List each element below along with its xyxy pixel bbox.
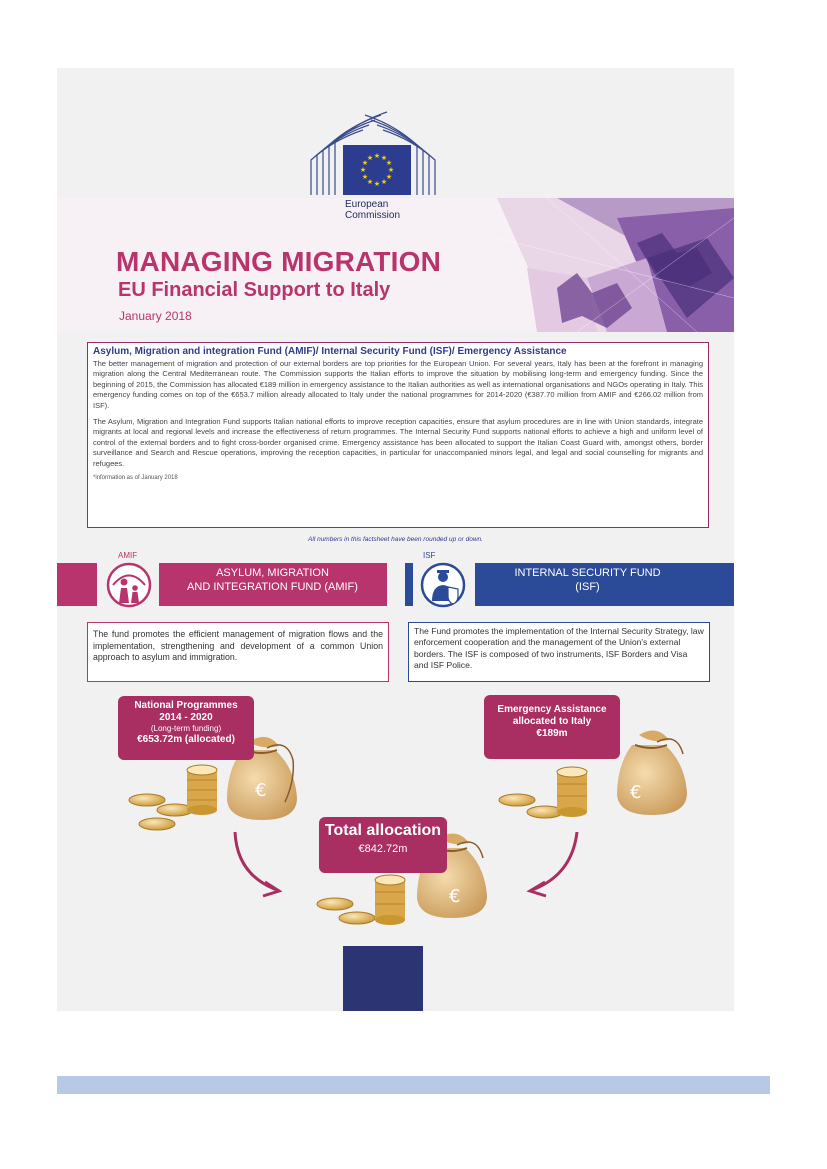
isf-description: The Fund promotes the implementation of the Internal Security Strategy, law enforcement cooperation and the management of the Union's external borders. The ISF is composed of two instruments, ISF Borders and Visa and ISF Police. <box>408 622 710 682</box>
right-bag-euro: € <box>630 782 642 803</box>
intro-footnote: *information as of January 2018 <box>93 475 178 482</box>
np-line3: (Long-term funding) <box>150 724 222 733</box>
page-subtitle: EU Financial Support to Italy <box>118 279 391 301</box>
footer-bar <box>57 1076 770 1094</box>
total-allocation-callout <box>319 817 447 873</box>
left-curved-arrow-icon <box>235 832 279 896</box>
emergency-assistance-callout <box>484 695 620 759</box>
ea-line1: Emergency Assistance <box>497 704 607 715</box>
ea-line3: €189m <box>536 728 568 739</box>
bottom-navy-block <box>343 946 423 1011</box>
np-line4: €653.72m (allocated) <box>137 734 235 745</box>
family-icon <box>104 561 154 609</box>
svg-text:★: ★ <box>380 178 388 186</box>
svg-text:★: ★ <box>359 166 367 174</box>
world-map-graphic <box>497 198 734 332</box>
svg-text:★: ★ <box>361 173 369 181</box>
svg-text:★: ★ <box>366 154 374 162</box>
amif-description: The fund promotes the efficient management of migration flows and the implementation, strengthening and development of a common Union approach to asylum and immigration. <box>87 622 389 682</box>
national-programmes-callout <box>118 696 254 760</box>
total-title: Total allocation <box>324 822 442 839</box>
np-line1: National Programmes <box>134 700 238 711</box>
svg-text:★: ★ <box>361 159 369 167</box>
police-shield-icon <box>418 561 468 609</box>
total-amount: €842.72m <box>358 843 408 855</box>
svg-text:★: ★ <box>373 152 381 160</box>
intro-box <box>87 342 709 528</box>
right-money-bag-icon <box>617 731 687 815</box>
intro-heading: Asylum, Migration and integration Fund (AMIF)/ Internal Security Fund (ISF)/ Emergency Assistance <box>93 346 567 357</box>
left-coins-icon <box>129 765 217 830</box>
svg-text:★: ★ <box>387 166 395 174</box>
amif-tag: AMIF <box>118 551 138 560</box>
right-curved-arrow-icon <box>530 832 577 896</box>
european-commission-logo <box>303 100 443 230</box>
svg-text:★: ★ <box>366 178 374 186</box>
svg-text:★: ★ <box>380 154 388 162</box>
publication-date: January 2018 <box>119 309 192 323</box>
center-coins-icon <box>317 875 405 925</box>
commission-logo-text: European Commission <box>345 199 401 221</box>
left-bag-euro: € <box>255 780 267 801</box>
ea-line2: allocated to Italy <box>512 716 592 727</box>
amif-band-label: ASYLUM, MIGRATION AND INTEGRATION FUND (AMIF) <box>187 567 358 593</box>
isf-tag: ISF <box>423 551 436 560</box>
center-bag-euro: € <box>449 886 461 907</box>
np-line2: 2014 - 2020 <box>159 712 213 723</box>
intro-paragraph-1: The better management of migration and protection of our external borders are top priorities for the European Union. For several years, Italy has been at the forefront in managing migration along the Central Mediterranean route. The Commission supports the Italian efforts to improve the situation by mobilising long-term and emergency funding. Since the beginning of 2015, the Commission has allocated €189 million in emergency assistance to the Italian authorities as well as international organisations and NGOs operating in Italy. This emergency funding comes on top of the €653.7 million already allocated to Italy under the national programmes for 2014-2020 (€387.70 million from AMIF and €266.02 million from ISF). <box>93 359 703 410</box>
right-coins-icon <box>499 767 587 818</box>
eu-flag-icon <box>343 145 411 195</box>
svg-text:★: ★ <box>373 180 381 188</box>
intro-paragraph-2: The Asylum, Migration and Integration Fund supports Italian national efforts to improve reception capacities, ensure that asylum procedures are in line with Union standards, integrate migrants at local and regional levels and increase the effectiveness of return programmes. The Internal Security Fund supports national efforts to achieve a high and uniform level of control of the external borders and to fight cross-border organised crime. Emergency assistance has been allocated to support the Italian Coast Guard with, amongst others, border surveillance and Search and Rescue operations, improving the reception capacities, in particular for unaccompanied minors legal, and legal and social counselling for migrants and refugees. <box>93 417 703 468</box>
rounding-note: All numbers in this factsheet have been rounded up or down. <box>308 536 483 543</box>
page-title: MANAGING MIGRATION <box>116 246 442 277</box>
svg-text:★: ★ <box>385 173 393 181</box>
svg-text:★: ★ <box>385 159 393 167</box>
isf-band-label: INTERNAL SECURITY FUND (ISF) <box>514 567 661 593</box>
